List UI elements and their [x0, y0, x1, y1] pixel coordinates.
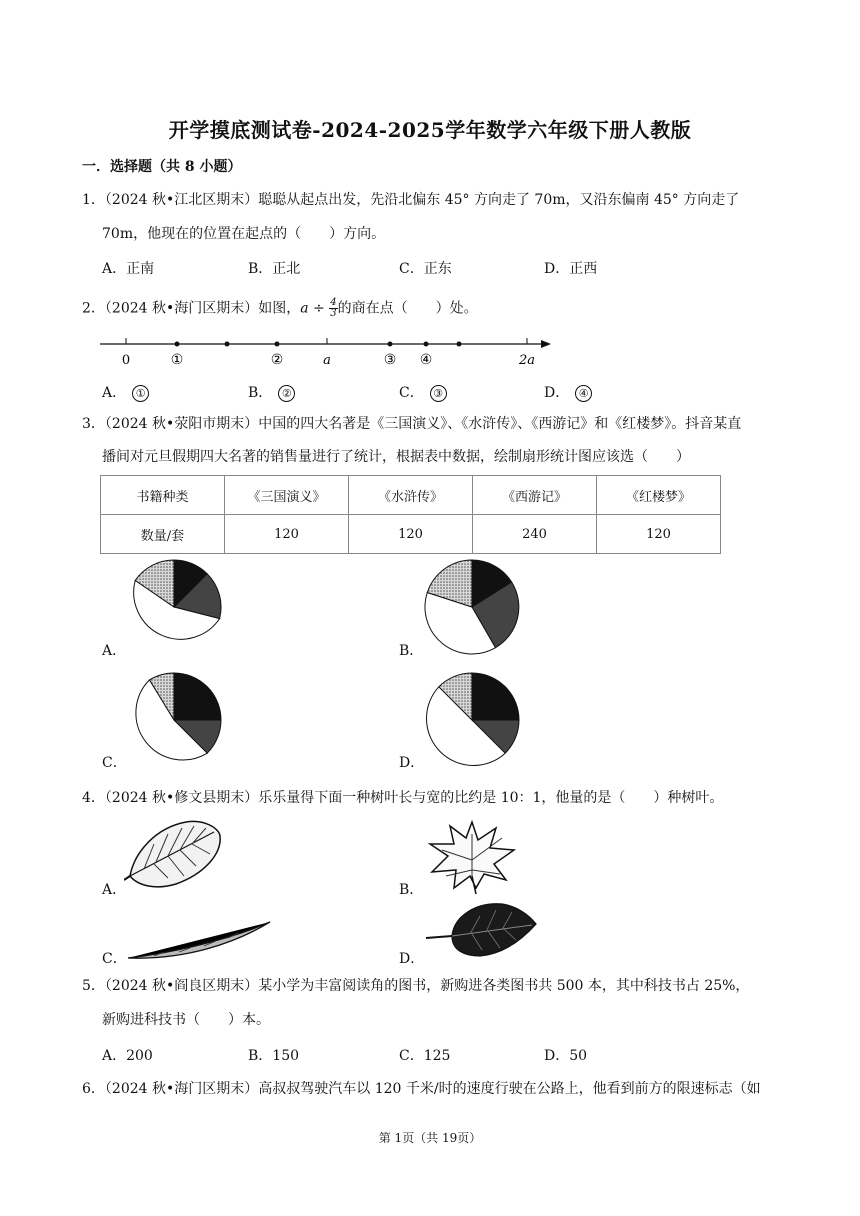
q4-option-c: C．: [102, 951, 127, 967]
q1-option-c: C．正东: [399, 261, 452, 277]
table-header-cell: 《三国演义》: [225, 476, 349, 515]
q2-option-d: D． ④: [544, 382, 592, 402]
q2-suffix: 的商在点（ ）处。: [337, 300, 478, 317]
q2-prefix: 2．（2024 秋•海门区期末）如图，: [82, 300, 301, 317]
q2-fraction: [329, 298, 337, 319]
q2-option-a: A． ①: [102, 382, 149, 402]
q2-option-b: B． ②: [248, 382, 295, 402]
pie-chart-d: [422, 670, 522, 770]
nl-label-4: ④: [419, 352, 433, 368]
nl-label-3: ③: [383, 352, 397, 368]
q2-option-d-mark: ④: [575, 385, 592, 402]
leaf-icon-a: [124, 814, 224, 894]
table-cell: 120: [597, 515, 721, 554]
q5-option-d: D．50: [544, 1048, 588, 1064]
table-header-cell: 《西游记》: [473, 476, 597, 515]
q5-line1: 5．（2024 秋•阎良区期末）某小学为丰富阅读角的图书，新购进各类图书共 500 本，其中科技书占 25%，: [82, 978, 750, 994]
q4-option-d: D．: [399, 951, 425, 967]
q3-line2: 播间对元旦假期四大名著的销售量进行了统计，根据表中数据，绘制扇形统计图应该选（ ）: [102, 449, 690, 465]
q1-option-b: B．正北: [248, 261, 301, 277]
q3-line1: 3．（2024 秋•荥阳市期末）中国的四大名著是《三国演义》、《水浒传》、《西游记》和《红楼梦》。抖音某直: [82, 416, 742, 432]
nl-label-0: 0: [121, 353, 131, 368]
table-cell: 数量/套: [101, 515, 225, 554]
q5-option-a: A．200: [102, 1048, 153, 1064]
q4-option-a: A．: [102, 882, 127, 898]
table-header-cell: 《红楼梦》: [597, 476, 721, 515]
number-line: [95, 330, 560, 370]
page-footer: 第 1页（共 19页）: [378, 1131, 482, 1145]
q5-line2: 新购进科技书（ ）本。: [102, 1012, 270, 1028]
nl-label-2a: 2a: [518, 353, 536, 368]
q2-var: a: [300, 300, 309, 317]
q2-option-a-mark: ①: [132, 385, 149, 402]
q3-option-d: D．: [399, 755, 425, 771]
q3-option-b: B．: [399, 643, 424, 659]
q1-option-d: D．正西: [544, 261, 598, 277]
q2-option-c: C． ③: [399, 382, 447, 402]
q2-frac-num: 4: [330, 297, 337, 308]
pie-chart-c: [124, 670, 224, 770]
q4-line1: 4．（2024 秋•修文县期末）乐乐量得下面一种树叶长与宽的比约是 10：1，他量的是（ ）种树叶。: [82, 790, 724, 806]
table-header-cell: 《水浒传》: [349, 476, 473, 515]
q2-option-c-mark: ③: [430, 385, 447, 402]
book-sales-table: [100, 475, 721, 554]
section-heading: 一．选择题（共 8 小题）: [82, 159, 242, 175]
q2-op: ÷: [308, 300, 330, 317]
q3-option-a: A．: [102, 643, 127, 659]
q1-option-a: A．正南: [102, 261, 155, 277]
dark-leaf-icon-d: [424, 898, 540, 962]
q2-option-b-mark: ②: [278, 385, 295, 402]
maple-leaf-icon-b: [424, 814, 520, 896]
q5-option-c: C．125: [399, 1048, 451, 1064]
q6-line1: 6．（2024 秋•海门区期末）高叔叔驾驶汽车以 120 千米/时的速度行驶在公路上，他看到前方的限速标志（如: [82, 1081, 761, 1097]
q2-frac-den: 3: [330, 308, 337, 319]
nl-label-2: ②: [270, 352, 284, 368]
q3-option-c: C．: [102, 755, 127, 771]
pie-chart-a: [124, 557, 224, 657]
table-cell: 120: [225, 515, 349, 554]
table-cell: 240: [473, 515, 597, 554]
q1-line2: 70m，他现在的位置在起点的（ ）方向。: [102, 226, 386, 242]
pie-chart-b: [422, 557, 522, 657]
nl-label-1: ①: [170, 352, 184, 368]
q1-line1: 1．（2024 秋•江北区期末）聪聪从起点出发，先沿北偏东 45° 方向走了 70m，又沿东偏南 45° 方向走了: [82, 192, 740, 208]
table-row: [101, 515, 721, 554]
q5-option-b: B．150: [248, 1048, 300, 1064]
q4-option-b: B．: [399, 882, 424, 898]
nl-label-a: a: [323, 353, 331, 368]
table-header-cell: 书籍种类: [101, 476, 225, 515]
table-cell: 120: [349, 515, 473, 554]
page-title: 开学摸底测试卷-2024-2025学年数学六年级下册人教版: [168, 118, 692, 142]
table-header-row: [101, 476, 721, 515]
q2-line1: [82, 298, 478, 319]
willow-leaf-icon-c: [124, 918, 274, 964]
